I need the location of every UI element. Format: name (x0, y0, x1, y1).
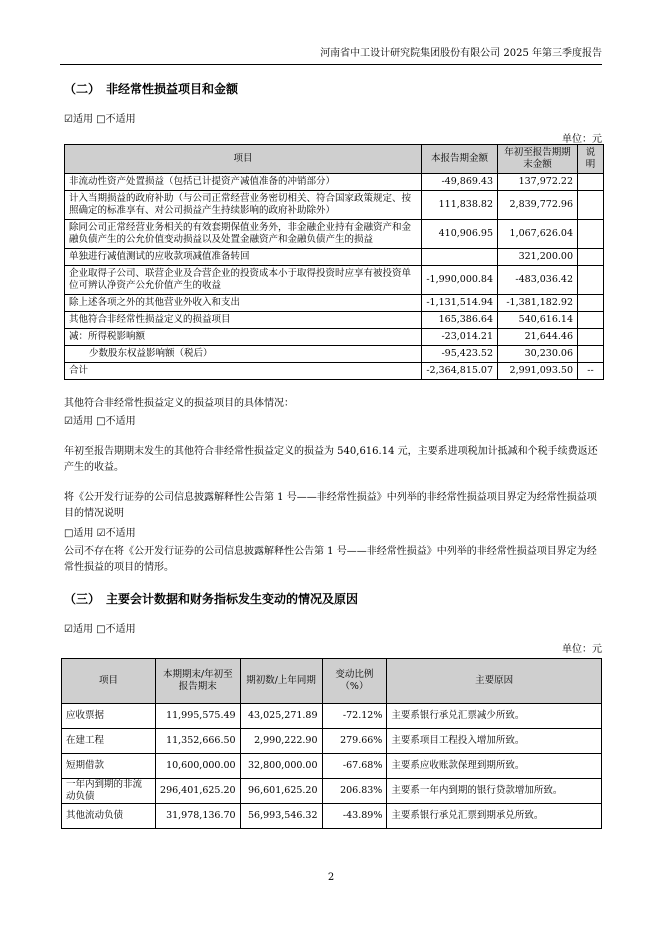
row-change: -43.89% (322, 804, 387, 829)
row-ytd: 2,991,093.50 (498, 363, 578, 380)
row-current: 31,978,136.70 (156, 804, 241, 829)
row-change: -72.12% (322, 704, 387, 729)
row-note (578, 295, 604, 312)
other-note-title: 其他符合非经常性损益定义的损益项目的具体情况： (64, 398, 294, 409)
col-header: 项目 (62, 659, 156, 704)
row-prior: 56,993,546.32 (240, 804, 322, 829)
row-reason: 主要系项目工程投入增加所致。 (387, 729, 602, 754)
col-header: 说明 (578, 145, 604, 174)
row-reason: 主要系应收账款保理到期所致。 (387, 754, 602, 779)
table-row (65, 312, 604, 329)
col-header: 项目 (65, 145, 422, 174)
table-row (62, 704, 602, 729)
row-prior: 96,601,625.20 (240, 779, 322, 804)
row-item: 短期借款 (62, 754, 156, 779)
row-current: -49,869.43 (422, 174, 498, 191)
row-current: 111,838.82 (422, 191, 498, 220)
table-row (65, 220, 604, 249)
row-current: 165,386.64 (422, 312, 498, 329)
row-item: 应收票据 (62, 704, 156, 729)
table-row (65, 346, 604, 363)
row-reason: 主要系银行承兑汇票到期承兑所致。 (387, 804, 602, 829)
row-note (578, 249, 604, 266)
row-current: -2,364,815.07 (422, 363, 498, 380)
section3-title: （三） 主要会计数据和财务指标发生变动的情况及原因 (64, 592, 359, 606)
table-header-row (65, 145, 604, 174)
row-current: -23,014.21 (422, 329, 498, 346)
page-number: 2 (327, 872, 335, 883)
row-item: 企业取得子公司、联营企业及合营企业的投资成本小于取得投资时应享有被投资单位可辨认净资产公允价值产生的收益 (65, 266, 422, 295)
table-row (62, 779, 602, 804)
other-note-applicability: ☑适用 □不适用 (64, 416, 136, 427)
announcement-applicability: □适用 ☑不适用 (64, 528, 136, 539)
row-current: 11,995,575.49 (156, 704, 241, 729)
section3-unit: 单位：元 (562, 644, 602, 655)
row-ytd: 1,067,626.04 (498, 220, 578, 249)
col-header: 本报告期金额 (422, 145, 498, 174)
col-header: 变动比例（%） (322, 659, 387, 704)
row-ytd: 2,839,772.96 (498, 191, 578, 220)
row-item: 除上述各项之外的其他营业外收入和支出 (65, 295, 422, 312)
row-current: 11,352,666.50 (156, 729, 241, 754)
row-ytd: -483,036.42 (498, 266, 578, 295)
table-row (65, 191, 604, 220)
row-item: 其他流动负债 (62, 804, 156, 829)
table-row (65, 174, 604, 191)
row-note (578, 266, 604, 295)
page-header: 河南省中工设计研究院集团股份有限公司 2025 年第三季度报告 (60, 44, 602, 65)
table-row (65, 249, 604, 266)
nonrecurring-table (64, 144, 604, 380)
table-row (65, 295, 604, 312)
col-header: 年初至报告期期末金额 (498, 145, 578, 174)
changes-table (61, 658, 602, 829)
row-ytd: -1,381,182.92 (498, 295, 578, 312)
col-header: 期初数/上年同期 (240, 659, 322, 704)
section2-unit: 单位：元 (562, 134, 602, 145)
row-item: 少数股东权益影响额（税后） (65, 346, 422, 363)
row-ytd: 30,230.06 (498, 346, 578, 363)
row-item: 合计 (65, 363, 422, 380)
row-ytd: 21,644.46 (498, 329, 578, 346)
table-header-row (62, 659, 602, 704)
col-header: 本期期末/年初至报告期末 (156, 659, 241, 704)
row-item: 计入当期损益的政府补助（与公司正常经营业务密切相关、符合国家政策规定、按照确定的标准享有、对公司损益产生持续影响的政府补助除外） (65, 191, 422, 220)
row-current (422, 249, 498, 266)
row-prior: 32,800,000.00 (240, 754, 322, 779)
row-change: 206.83% (322, 779, 387, 804)
table-row (65, 329, 604, 346)
section2-title: （二） 非经常性损益项目和金额 (64, 82, 239, 96)
row-reason: 主要系一年内到期的银行贷款增加所致。 (387, 779, 602, 804)
row-note (578, 346, 604, 363)
announcement-title: 将《公开发行证券的公司信息披露解释性公告第 1 号——非经常性损益》中列举的非经常性损益项目界定为经常性损益项目的情况说明 (64, 492, 597, 519)
row-item: 减：所得税影响额 (65, 329, 422, 346)
row-current: 10,600,000.00 (156, 754, 241, 779)
row-item: 在建工程 (62, 729, 156, 754)
row-item: 非流动性资产处置损益（包括已计提资产减值准备的冲销部分） (65, 174, 422, 191)
row-item: 除同公司正常经营业务相关的有效套期保值业务外，非金融企业持有金融资产和金融负债产生的公允价值变动损益以及处置金融资产和金融负债产生的损益 (65, 220, 422, 249)
row-current: -95,423.52 (422, 346, 498, 363)
row-current: 296,401,625.20 (156, 779, 241, 804)
row-ytd: 540,616.14 (498, 312, 578, 329)
row-current: -1,131,514.94 (422, 295, 498, 312)
row-change: 279.66% (322, 729, 387, 754)
row-current: -1,990,000.84 (422, 266, 498, 295)
announcement-text: 公司不存在将《公开发行证券的公司信息披露解释性公告第 1 号——非经常性损益》中列举的非经常性损益项目界定为经常性损益的项目的情形。 (64, 546, 597, 573)
row-prior: 2,990,222.90 (240, 729, 322, 754)
row-ytd: 321,200.00 (498, 249, 578, 266)
row-change: -67.68% (322, 754, 387, 779)
row-note (578, 174, 604, 191)
row-item: 其他符合非经常性损益定义的损益项目 (65, 312, 422, 329)
row-note: -- (578, 363, 604, 380)
section3-applicability: ☑适用 □不适用 (64, 624, 136, 635)
row-item: 一年内到期的非流动负债 (62, 779, 156, 804)
table-row-total (65, 363, 604, 380)
row-note (578, 191, 604, 220)
row-ytd: 137,972.22 (498, 174, 578, 191)
row-note (578, 220, 604, 249)
row-note (578, 329, 604, 346)
section2-applicability: ☑适用 □不适用 (64, 114, 136, 125)
table-row (62, 804, 602, 829)
table-row (62, 754, 602, 779)
row-prior: 43,025,271.89 (240, 704, 322, 729)
row-reason: 主要系银行承兑汇票减少所致。 (387, 704, 602, 729)
col-header: 主要原因 (387, 659, 602, 704)
table-row (65, 266, 604, 295)
table-row (62, 729, 602, 754)
row-note (578, 312, 604, 329)
other-note-text: 年初至报告期期末发生的其他符合非经常性损益定义的损益为 540,616.14 元，主要系进项税加计抵减和个税手续费返还产生的收益。 (64, 446, 598, 473)
row-current: 410,906.95 (422, 220, 498, 249)
row-item: 单独进行减值测试的应收款项减值准备转回 (65, 249, 422, 266)
